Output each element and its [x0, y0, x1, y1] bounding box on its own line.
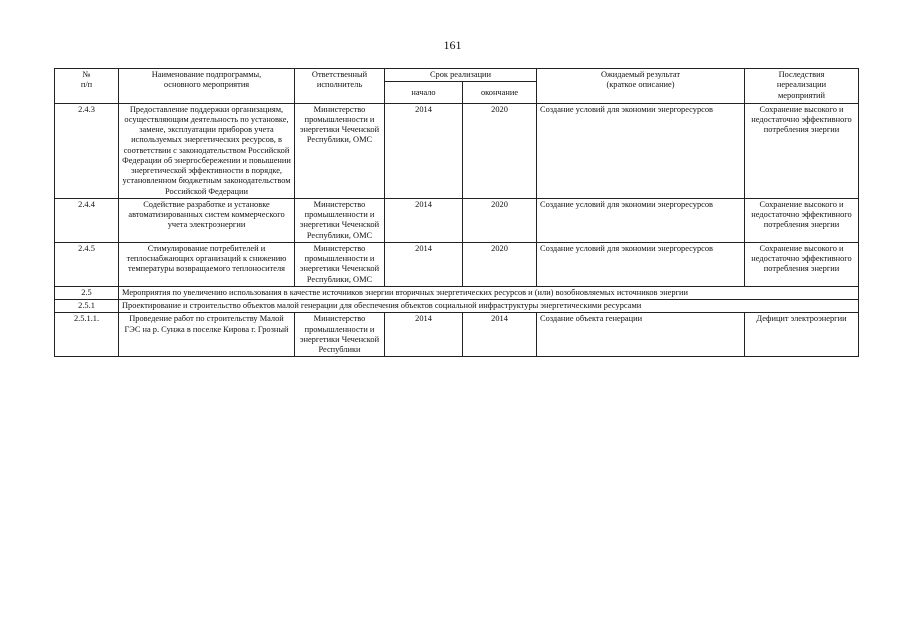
- row-start: 2014: [385, 103, 463, 198]
- row-consequences: Сохранение высокого и недостаточно эффективного потребления энергии: [745, 198, 859, 242]
- table-row: [55, 103, 859, 198]
- subsection-row: [55, 300, 859, 313]
- row-num: 2.4.5: [55, 242, 119, 286]
- row-result: Создание объекта генерации: [537, 313, 745, 357]
- row-responsible: Министерство промышленности и энергетики Чеченской Республики, ОМС: [295, 198, 385, 242]
- header-period: Срок реализации: [385, 69, 537, 82]
- row-name: Содействие разработке и установке автоматизированных систем коммерческого учета электроэнергии: [119, 198, 295, 242]
- header-num: № п/п: [55, 69, 119, 104]
- row-name: Стимулирование потребителей и теплоснабжающих организаций к снижению температуры возвращаемого теплоносителя: [119, 242, 295, 286]
- header-name: Наименование подпрограммы, основного мероприятия: [119, 69, 295, 104]
- row-num: 2.4.4: [55, 198, 119, 242]
- row-end: 2020: [463, 242, 537, 286]
- row-num: 2.5.1.1.: [55, 313, 119, 357]
- row-responsible: Министерство промышленности и энергетики Чеченской Республики, ОМС: [295, 103, 385, 198]
- row-consequences: Дефицит электроэнергии: [745, 313, 859, 357]
- section-num: 2.5: [55, 286, 119, 299]
- section-row: [55, 286, 859, 299]
- row-num: 2.4.3: [55, 103, 119, 198]
- subsection-num: 2.5.1: [55, 300, 119, 313]
- section-title: Мероприятия по увеличению использования в качестве источников энергии вторичных энергетических ресурсов и (или) возобновляемых источников энергии: [119, 286, 859, 299]
- row-result: Создание условий для экономии энергоресурсов: [537, 103, 745, 198]
- header-end: окончание: [463, 82, 537, 103]
- row-start: 2014: [385, 313, 463, 357]
- row-end: 2020: [463, 198, 537, 242]
- row-end: 2020: [463, 103, 537, 198]
- header-result: Ожидаемый результат (краткое описание): [537, 69, 745, 104]
- row-responsible: Министерство промышленности и энергетики Чеченской Республики, ОМС: [295, 242, 385, 286]
- row-end: 2014: [463, 313, 537, 357]
- row-responsible: Министерство промышленности и энергетики Чеченской Республики: [295, 313, 385, 357]
- header-consequences: Последствия нереализации мероприятий: [745, 69, 859, 104]
- subsection-title: Проектирование и строительство объектов малой генерации для обеспечения объектов социальной инфраструктуры энергетическими ресурсами: [119, 300, 859, 313]
- header-row-1: [55, 69, 859, 82]
- table-row: [55, 313, 859, 357]
- program-measures-table: [54, 68, 859, 357]
- header-responsible: Ответственный исполнитель: [295, 69, 385, 104]
- page-number: 161: [443, 38, 462, 52]
- row-start: 2014: [385, 242, 463, 286]
- row-consequences: Сохранение высокого и недостаточно эффективного потребления энергии: [745, 242, 859, 286]
- table-row: [55, 198, 859, 242]
- row-start: 2014: [385, 198, 463, 242]
- row-result: Создание условий для экономии энергоресурсов: [537, 242, 745, 286]
- row-name: Проведение работ по строительству Малой ГЭС на р. Сунжа в поселке Кирова г. Грозный: [119, 313, 295, 357]
- row-result: Создание условий для экономии энергоресурсов: [537, 198, 745, 242]
- header-start: начало: [385, 82, 463, 103]
- table-row: [55, 242, 859, 286]
- row-name: Предоставление поддержки организациям, осуществляющим деятельность по установке, замене, эксплуатации приборов учета используемых энергетических ресурсов, в соответствии с законодательством Российской Федерации об энергосбережении и повышении энергетической эффективности в порядке, установленном бюджетным законодательством Российской Федерации: [119, 103, 295, 198]
- row-consequences: Сохранение высокого и недостаточно эффективного потребления энергии: [745, 103, 859, 198]
